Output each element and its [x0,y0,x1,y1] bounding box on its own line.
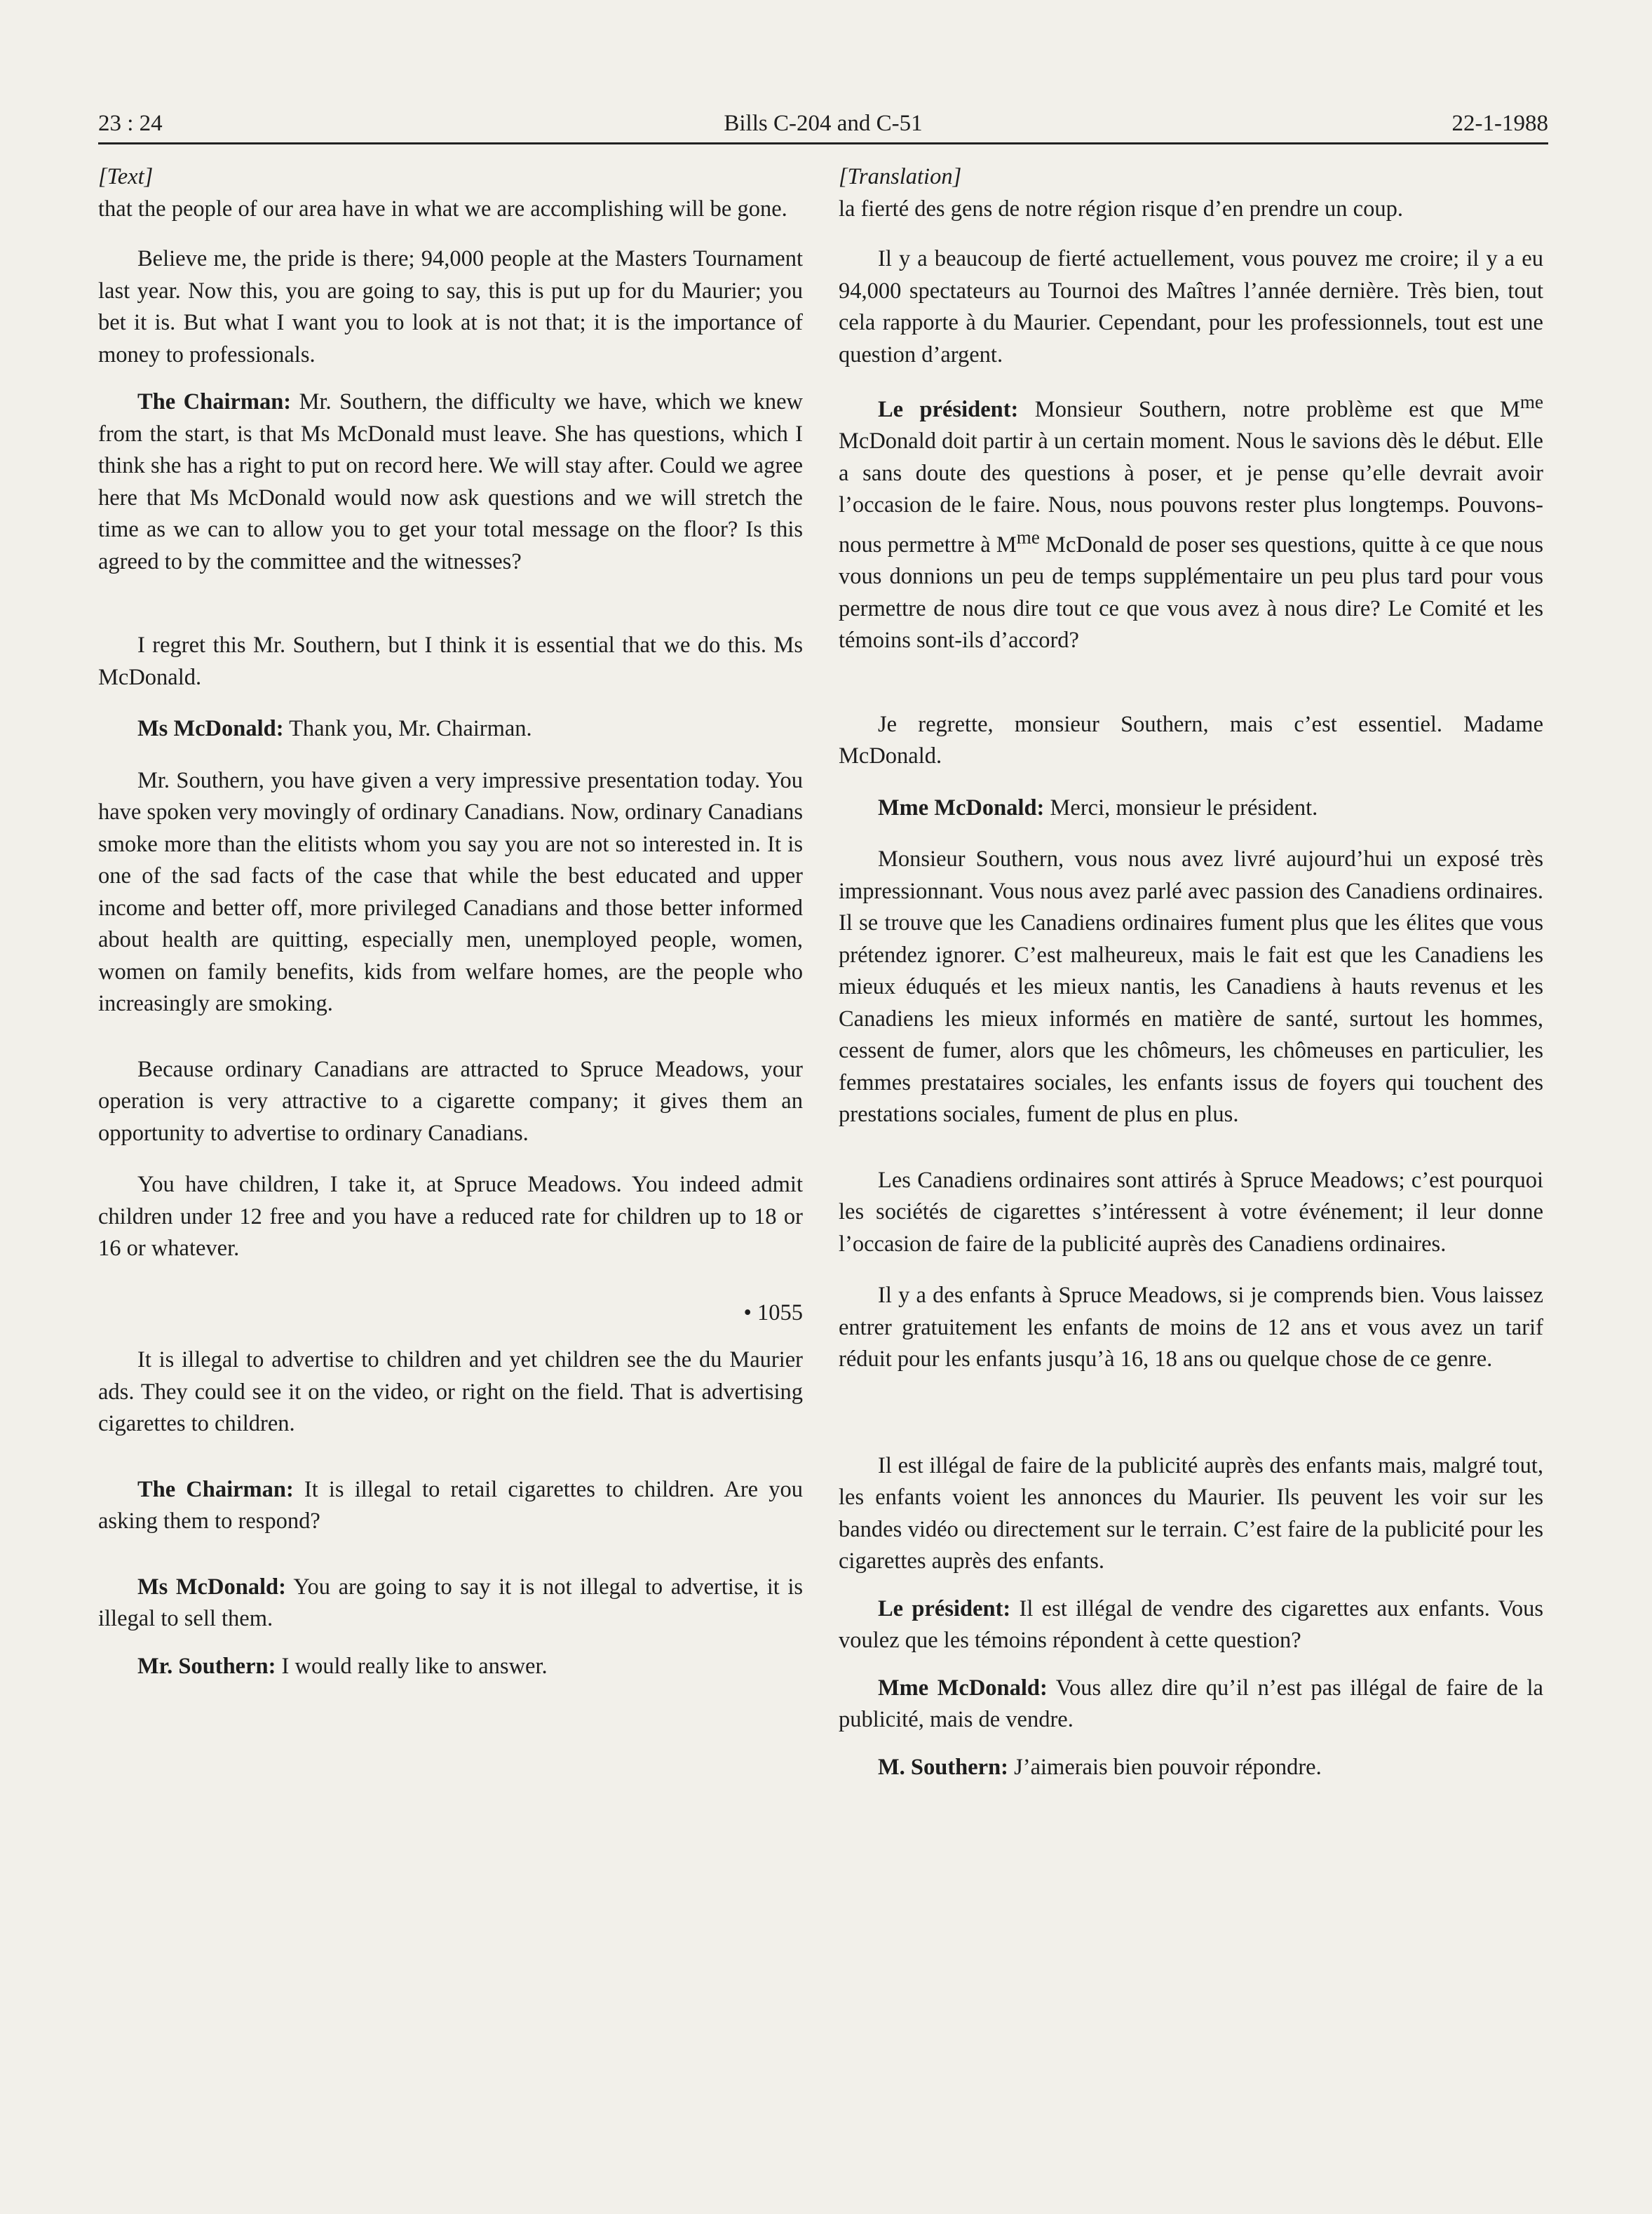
french-column [839,161,1543,1783]
page-header [98,105,1548,144]
paragraph: The Chairman: It is illegal to retail cigarettes to children. Are you asking them to respond? [98,1476,803,1534]
document-title: Bills C-204 and C-51 [724,111,923,136]
paragraph: la fierté des gens de notre région risque d’en prendre un coup. [839,196,1403,222]
paragraph: that the people of our area have in what we are accomplishing will be gone. [98,196,787,222]
speaker-name: Le président: [878,1595,1011,1621]
paragraph: Believe me, the pride is there; 94,000 people at the Masters Tournament last year. Now this, you are going to say, this is put up for du Maurier; you bet it is. But what I want you to look at is not that; it is the importance of money to professionals. [98,246,803,367]
text-label: [Text] [98,164,154,189]
speaker-name: Mr. Southern: [137,1653,276,1679]
paragraph: Je regrette, monsieur Southern, mais c’est essentiel. Madame McDonald. [839,711,1543,769]
speaker-name: M. Southern: [878,1754,1008,1780]
paragraph: M. Southern: J’aimerais bien pouvoir répondre. [878,1754,1322,1780]
paragraph: Monsieur Southern, vous nous avez livré aujourd’hui un exposé très impressionnant. Vous nous avez parlé avec passion des Canadiens ordinaires. Il se trouve que les Canadiens ordinaires fument plus que les élites que vous prétendez ignorer. C’est malheureux, mais le fait est que les Canadiens les mieux éduqués et les mieux nantis, les Canadiens à hauts revenus et les Canadiens les mieux informés en matière de santé, surtout les hommes, cessent de fumer, alors que les chômeurs, les chômeuses en particulier, les femmes prestataires sociales, les enfants issus de foyers qui touchent des prestations sociales, fument de plus en plus. [839,846,1543,1128]
paragraph: Il est illégal de faire de la publicité auprès des enfants mais, malgré tout, les enfants voient les annonces du Maurier. Ils peuvent les voir sur les bandes vidéo ou directement sur le terrain. C’est faire de la publicité pour les cigarettes auprès des enfants. [839,1452,1543,1574]
speaker-name: Le président: [878,396,1019,422]
header-rule [98,142,1548,144]
paragraph [839,386,1543,657]
speaker-name: The Chairman: [137,389,292,414]
translation-label: [Translation] [839,164,962,189]
paragraph: You have children, I take it, at Spruce Meadows. You indeed admit children under 12 free and you have a reduced rate for children up to 18 or 16 or whatever. [98,1172,803,1261]
speaker-name: The Chairman: [137,1476,294,1502]
paragraph: Le président: Il est illégal de vendre des cigarettes aux enfants. Vous voulez que les témoins répondent à cette question? [839,1595,1543,1654]
paragraph: Because ordinary Canadians are attracted to Spruce Meadows, your operation is very attractive to a cigarette company; it gives them an opportunity to advertise to ordinary Canadians. [98,1056,803,1146]
paragraph: Les Canadiens ordinaires sont attirés à Spruce Meadows; c’est pourquoi les sociétés de cigarettes s’intéressent à votre événement; il leur donne l’occasion de faire de la publicité auprès des Canadiens ordinaires. [839,1167,1543,1257]
english-column [98,161,803,1682]
paragraph: Il y a des enfants à Spruce Meadows, si je comprends bien. Vous laissez entrer gratuitement les enfants de moins de 12 ans et vous avez un tarif réduit pour les enfants jusqu’à 16, 18 ans ou quelque chose de ce genre. [839,1283,1543,1372]
page-number: 23 : 24 [98,111,163,136]
speaker-name: Mme McDonald: [878,1675,1048,1701]
speaker-name: Ms McDonald: [137,1574,286,1600]
paragraph: Ms McDonald: Thank you, Mr. Chairman. [137,716,532,741]
paragraph: Mr. Southern, you have given a very impressive presentation today. You have spoken very movingly of ordinary Canadians. Now, ordinary Canadians smoke more than the elitists whom you say you are not so interested in. It is one of the sad facts of the case that while the best educated and upper income and better off, more privileged Canadians and those better informed about health are quitting, especially men, unemployed people, women, women on family benefits, kids from welfare homes, are the people who increasingly are smoking. [98,767,803,1016]
paragraph: Mr. Southern: I would really like to answer. [137,1653,548,1679]
paragraph: The Chairman: Mr. Southern, the difficulty we have, which we knew from the start, is that Ms McDonald must leave. She has questions, which I think she has a right to put on record here. We will stay after. Could we agree here that Ms McDonald would now ask questions and we will stretch the time as we can to allow you to get your total message on the floor? Is this agreed to by the committee and the witnesses? [98,389,803,574]
document-date: 22-1-1988 [1451,111,1548,136]
rich-text: Monsieur Southern, notre problème est que $M^{me}$ McDonald doit partir à un certain moment. Nous le savions dès le début. Elle a sans doute des questions à poser, et je pense qu’elle devrait avoir l’occasion de le faire. Nous, nous pouvons rester plus longtemps. Pouvons-nous permettre à $M^{me}$ McDonald de poser ses questions, quitte à ce que nous vous donnions un peu de temps supplémentaire un peu plus tard pour vous permettre de nous dire tout ce que vous avez à nous dire? Le Comité et les témoins sont-ils d’accord? [839,391,1544,654]
paragraph: It is illegal to advertise to children and yet children see the du Maurier ads. They could see it on the video, or right on the field. That is advertising cigarettes to children. [98,1347,803,1436]
paragraph: Mme McDonald: Vous allez dire qu’il n’est pas illégal de faire de la publicité, mais de vendre. [839,1675,1543,1733]
speaker-name: Ms McDonald: [137,716,284,741]
paragraph: Il y a beaucoup de fierté actuellement, vous pouvez me croire; il y a eu 94,000 spectateurs au Tournoi des Maîtres l’année dernière. Très bien, tout cela rapporte à du Maurier. Cependant, pour les professionnels, tout est une question d’argent. [839,246,1543,367]
paragraph: I regret this Mr. Southern, but I think it is essential that we do this. Ms McDonald. [98,633,803,690]
paragraph: Ms McDonald: You are going to say it is not illegal to advertise, it is illegal to sell them. [98,1574,803,1631]
paragraph: Mme McDonald: Merci, monsieur le président. [878,795,1318,821]
time-marker: • 1055 [743,1300,803,1325]
speaker-name: Mme McDonald: [878,795,1045,821]
